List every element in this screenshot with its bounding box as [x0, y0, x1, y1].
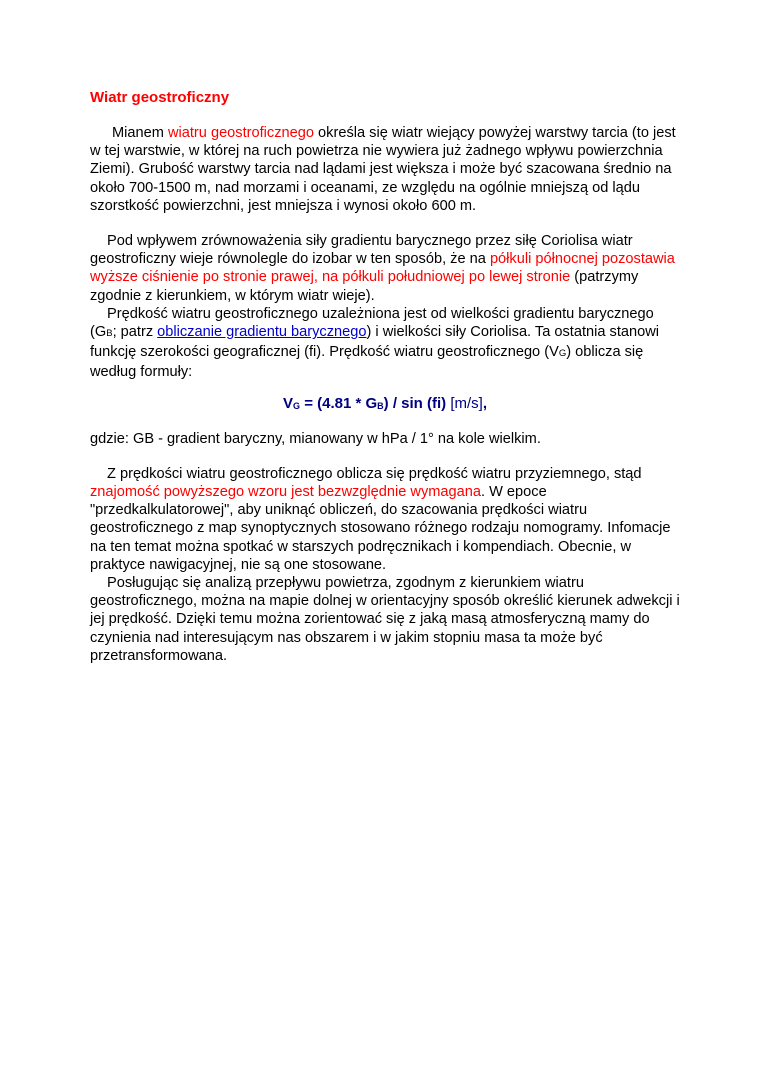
- subscript-b: B: [106, 328, 113, 340]
- formula-v-subscript: G: [293, 400, 301, 411]
- paragraph-text: (patrzymy zgodnie z kierunkiem, w którym wiatr wieje).: [90, 269, 639, 304]
- formula-middle: = (4.81 * G: [300, 394, 378, 412]
- paragraph-text: Mianem: [112, 125, 168, 141]
- paragraph-coriolis: [90, 232, 680, 305]
- formula-end: ) / sin (fi): [383, 394, 451, 412]
- paragraph-where: gdzie: GB - gradient baryczny, mianowany w hPa / 1° na kole wielkim.: [90, 430, 541, 447]
- highlighted-requirement: znajomość powyższego wzoru jest bezwzględnie wymagana: [90, 484, 481, 501]
- highlighted-rule: półkuli północnej pozostawia wyższe ciśnienie po stronie prawej, na półkuli południowej po lewej stronie: [90, 251, 675, 286]
- paragraph-text: Prędkość wiatru geostroficznego uzależniona jest od wielkości gradientu barycznego (G: [90, 305, 654, 341]
- paragraph-text: określa się wiatr wiejący powyżej warstwy tarcia (to jest w tej warstwie, w której na ruch powietrza nie wywiera już żadnego wpływu powierzchnia Ziemi). Grubość warstwy tarcia nad lądami jest większa i może być szacowana średnio na około 700-1500 m, nad morzami i oceanami, ze względu na ogólnie mniejszą od lądu szorstkość powierzchni, jest mniejsza i wynosi około 600 m.: [90, 125, 676, 214]
- paragraph-gap: [90, 448, 680, 465]
- document-title: Wiatr geostroficzny: [90, 89, 230, 106]
- formula: [90, 394, 680, 416]
- paragraph-text: ; patrz: [112, 324, 158, 341]
- paragraph-text: ) i wielkości siły Coriolisa. Ta ostatnia stanowi funkcję szerokości geograficznej (fi). Prędkość wiatru geostroficznego (V: [90, 324, 660, 361]
- paragraph-speed: [90, 305, 680, 382]
- document-page: [90, 88, 680, 665]
- paragraph-advection: Posługując się analizą przepływu powietrza, zgodnym z kierunkiem wiatru geostroficznego, można na mapie dolnej w orientacyjny sposób określić kierunek adwekcji i jej prędkość. Dzięki temu można zorientować się z jaką masą atmosferyczną mamy do czynienia nad interesującym nas obszarem i w jakim stopniu masa ta może być przetransformowana.: [90, 575, 680, 664]
- paragraph-surface-wind: [90, 465, 680, 574]
- paragraph-gap: [90, 215, 680, 232]
- paragraph-text: . W epoce "przedkalkulatorowej", aby uniknąć obliczeń, do szacowania prędkości wiatru geostroficznego z map synoptycznych stosowano różnego rodzaju nomogramy. Infomacje na ten temat można spotkać w starszych podręcznikach i kompendiach. Obecnie, w praktyce nawigacyjnej, nie są one stosowane.: [90, 484, 671, 573]
- subscript-g: G: [558, 348, 567, 360]
- formula-unit: [m/s]: [450, 394, 483, 412]
- paragraph-definition: [90, 124, 680, 215]
- paragraph-text: Z prędkości wiatru geostroficznego oblicza się prędkość wiatru przyziemnego, stąd: [107, 465, 642, 482]
- formula-g-subscript: B: [377, 400, 384, 411]
- gradient-link[interactable]: obliczanie gradientu barycznego: [157, 324, 367, 341]
- paragraph-text: ) oblicza się według formuły:: [90, 344, 644, 381]
- formula-v: V: [283, 394, 294, 412]
- highlighted-term: wiatru geostroficznego: [167, 125, 314, 141]
- formula-comma: ,: [482, 394, 487, 412]
- paragraph-text: Pod wpływem zrównoważenia siły gradientu barycznego przez siłę Coriolisa wiatr geostroficzny wieje równolegle do izobar w ten sposób, że na: [90, 233, 633, 268]
